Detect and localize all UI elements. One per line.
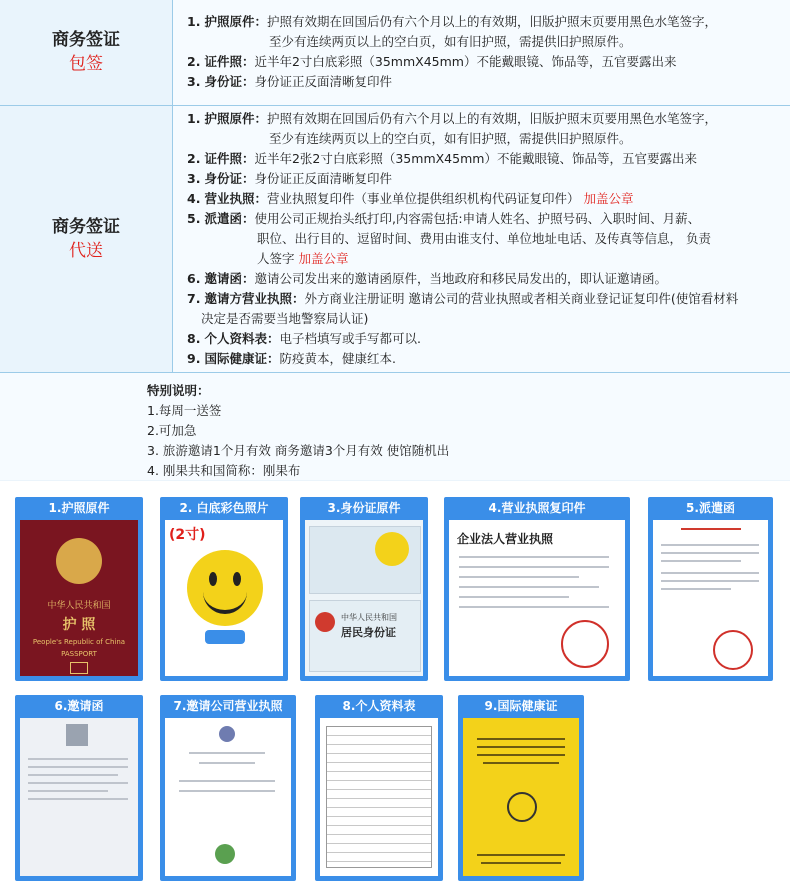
inviter-license-image <box>165 718 291 876</box>
card-label: 3.身份证原件 <box>327 501 401 515</box>
document-gallery <box>0 481 790 888</box>
section-header <box>0 0 173 105</box>
list-item: 9. 国际健康证：防疫黄本，健康红本. <box>187 350 396 366</box>
invitation-image <box>20 718 138 876</box>
list-item-cont: 决定是否需要当地警察局认证) <box>201 310 369 326</box>
special-notes <box>0 373 790 480</box>
emblem-icon <box>315 612 335 632</box>
emblem-icon <box>507 792 537 822</box>
list-item: 1. 护照原件：护照有效期在回国后仍有六个月以上的有效期，旧版护照末页要用黑色水笔签字， <box>187 14 717 30</box>
note-line: 4. 刚果共和国简称：刚果布 <box>147 463 301 478</box>
section-header <box>0 105 173 372</box>
chip-icon <box>70 662 88 674</box>
card-inviter-license[interactable] <box>160 695 296 881</box>
list-item: 2. 证件照：近半年2寸白底彩照（35mmX45mm）不能戴眼镜、饰品等，五官要露出来 <box>187 54 677 70</box>
section-body <box>173 105 790 372</box>
list-item: 1. 护照原件：护照有效期在回国后仍有六个月以上的有效期，旧版护照末页要用黑色水笔签字， <box>187 110 717 126</box>
service-mode: 代送 <box>69 240 103 261</box>
list-item-cont: 职位、出行目的、逗留时间、费用由谁支付、单位地址电话、及传真等信息， 负责 <box>257 230 711 246</box>
list-item: 4. 营业执照：营业执照复印件（事业单位提供组织机构代码证复印件） 加盖公章 <box>187 190 634 206</box>
section-row-package <box>0 0 790 105</box>
card-personal-form[interactable] <box>315 695 443 881</box>
health-cert-image <box>463 718 579 876</box>
card-label: 5.派遣函 <box>686 501 735 515</box>
emblem-icon <box>56 538 102 584</box>
list-item: 6. 邀请函：邀请公司发出来的邀请函原件，当地政府和移民局发出的，即认证邀请函。 <box>187 270 667 286</box>
stamp-icon <box>561 620 609 668</box>
section-row-delivery <box>0 105 790 372</box>
form-table <box>326 726 432 868</box>
card-business-license[interactable] <box>444 497 630 681</box>
note-line: 1.每周一送签 <box>147 403 222 418</box>
card-passport[interactable] <box>15 497 143 681</box>
crest-icon <box>219 726 235 742</box>
size-tag: (2寸) <box>169 527 206 543</box>
card-label: 2. 白底彩色照片 <box>179 501 269 515</box>
card-label: 6.邀请函 <box>54 699 104 713</box>
letter-image <box>653 520 768 676</box>
card-label: 1.护照原件 <box>48 501 110 515</box>
list-item: 2. 证件照：近半年2张2寸白底彩照（35mmX45mm）不能戴眼镜、饰品等，五官要露出来 <box>187 150 697 166</box>
card-health-certificate[interactable] <box>458 695 584 881</box>
list-item-cont: 至少有连续两页以上的空白页，如有旧护照，需提供旧护照原件。 <box>269 34 632 50</box>
list-item-cont: 人签字 加盖公章 <box>257 250 349 266</box>
card-label: 4.营业执照复印件 <box>488 501 586 515</box>
section-body <box>173 0 790 105</box>
list-item: 7. 邀请方营业执照：外方商业注册证明 邀请公司的营业执照或者相关商业登记证复印件(使馆看材料 <box>187 290 739 306</box>
seal-icon <box>215 844 235 864</box>
list-item-cont: 至少有连续两页以上的空白页，如有旧护照，需提供旧护照原件。 <box>269 130 632 146</box>
license-image: 企业法人营业执照 <box>449 520 625 676</box>
visa-type: 商务签证 <box>52 216 120 237</box>
passport-image: 中华人民共和国 护 照 People's Republic of China PASSPORT <box>20 520 138 676</box>
list-item: 5. 派遣函：使用公司正规抬头纸打印,内容需包括:申请人姓名、护照号码、入职时间、月薪、 <box>187 210 701 226</box>
list-item: 3. 身份证：身份证正反面清晰复印件 <box>187 74 392 90</box>
photo-image <box>165 520 283 676</box>
card-invitation[interactable] <box>15 695 143 881</box>
card-label: 7.邀请公司营业执照 <box>173 699 283 713</box>
card-assignment-letter[interactable] <box>648 497 773 681</box>
smiley-icon <box>187 550 263 626</box>
visa-type: 商务签证 <box>52 30 120 51</box>
id-image: 中华人民共和国 居民身份证 <box>305 520 423 676</box>
stamp-required: 加盖公章 <box>583 190 634 206</box>
list-item: 3. 身份证：身份证正反面清晰复印件 <box>187 170 392 186</box>
notes-title: 特别说明： <box>147 383 210 398</box>
requirements-list <box>173 12 790 92</box>
stamp-icon <box>713 630 753 670</box>
card-label: 9.国际健康证 <box>484 699 558 713</box>
note-line: 2.可加急 <box>147 423 197 438</box>
service-mode: 包签 <box>69 54 103 75</box>
requirements-list <box>173 109 790 369</box>
note-line: 3. 旅游邀请1个月有效 商务邀请3个月有效 使馆随机出 <box>147 443 450 458</box>
bowtie-icon <box>205 630 245 644</box>
card-photo[interactable] <box>160 497 288 681</box>
smiley-icon <box>375 532 409 566</box>
card-label: 8.个人资料表 <box>342 699 416 713</box>
form-image <box>320 718 438 876</box>
crest-icon <box>66 724 88 746</box>
visa-requirements-table <box>0 0 790 373</box>
list-item: 8. 个人资料表：电子档填写或手写都可以. <box>187 330 421 346</box>
card-id[interactable] <box>300 497 428 681</box>
stamp-required: 加盖公章 <box>298 250 349 266</box>
